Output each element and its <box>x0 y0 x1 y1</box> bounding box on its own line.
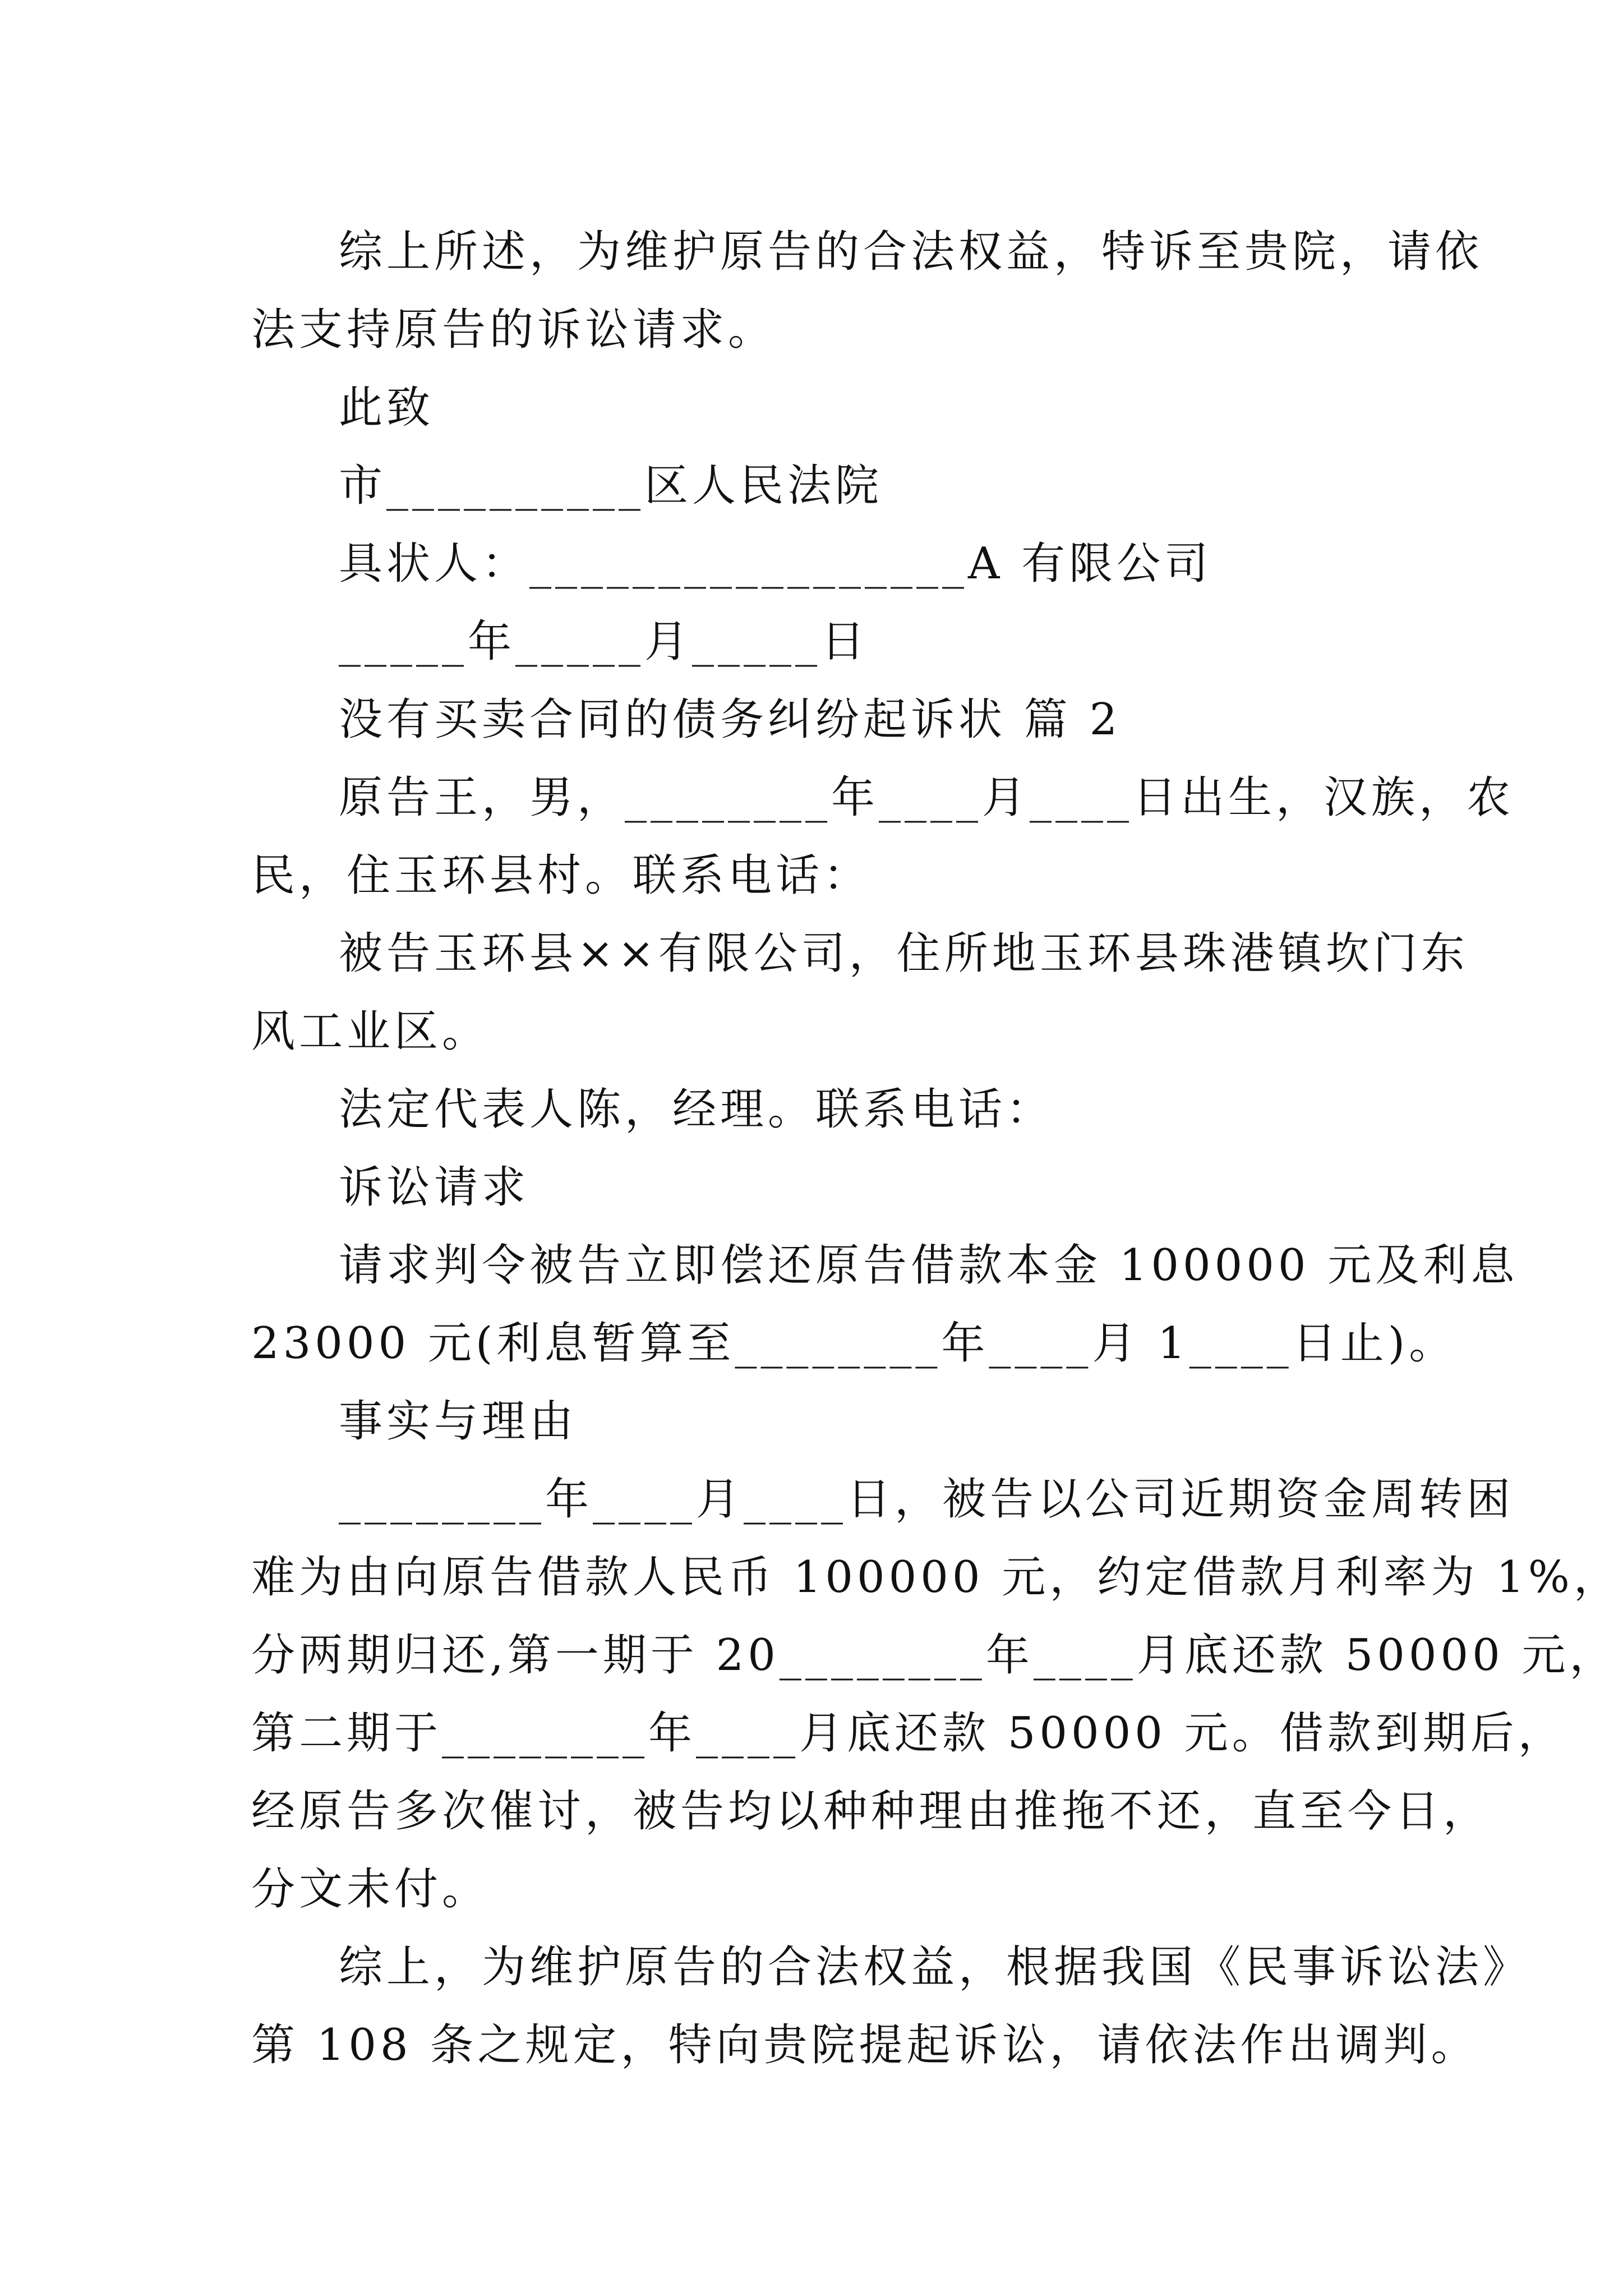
claims-heading: 诉讼请求 <box>339 1162 530 1213</box>
claims-line-1: 请求判令被告立即偿还原告借款本金 100000 元及利息 <box>339 1240 1519 1291</box>
facts-line-5: 经原告多次催讨，被告均以种种理由推拖不还，直至今日， <box>251 1786 1491 1837</box>
court-name-line: 市__________区人民法院 <box>339 461 883 511</box>
facts-line-2: 难为由向原告借款人民币 100000 元，约定借款月利率为 1%， <box>251 1552 1621 1603</box>
facts-heading: 事实与理由 <box>339 1396 578 1447</box>
plaintiff-signature-line: 具状人：_________________A 有限公司 <box>339 539 1212 589</box>
facts-line-3: 分两期归还,第一期于 20________年____月底还款 50000 元， <box>251 1630 1617 1681</box>
salutation-line: 此致 <box>339 383 435 433</box>
paragraph-conclusion-line-2: 法支持原告的诉讼请求。 <box>251 305 776 355</box>
plaintiff-info-line-2: 民，住玉环县村。联系电话： <box>251 850 872 901</box>
section-title: 没有买卖合同的债务纠纷起诉状 篇 2 <box>339 694 1122 745</box>
legal-representative-line: 法定代表人陈，经理。联系电话： <box>339 1084 1054 1135</box>
claims-line-2: 23000 元(利息暂算至________年____月 1____日止)。 <box>251 1318 1457 1369</box>
defendant-info-line-2: 风工业区。 <box>251 1006 490 1057</box>
facts-line-1: ________年____月____日，被告以公司近期资金周转困 <box>339 1474 1515 1525</box>
plaintiff-info-line-1: 原告王，男，________年____月____日出生，汉族，农 <box>339 772 1515 823</box>
final-paragraph-line-2: 第 108 条之规定，特向贵院提起诉讼，请依法作出调判。 <box>251 2020 1479 2070</box>
facts-line-6: 分文未付。 <box>251 1864 490 1915</box>
date-line: _____年_____月_____日 <box>339 616 869 667</box>
final-paragraph-line-1: 综上，为维护原告的合法权益，根据我国《民事诉讼法》 <box>339 1942 1531 1993</box>
document-page <box>251 213 1621 2085</box>
defendant-info-line-1: 被告玉环县××有限公司，住所地玉环县珠港镇坎门东 <box>339 928 1469 979</box>
paragraph-conclusion-line-1: 综上所述，为维护原告的合法权益，特诉至贵院，请依 <box>339 227 1483 277</box>
facts-line-4: 第二期于________年____月底还款 50000 元。借款到期后， <box>251 1708 1566 1759</box>
